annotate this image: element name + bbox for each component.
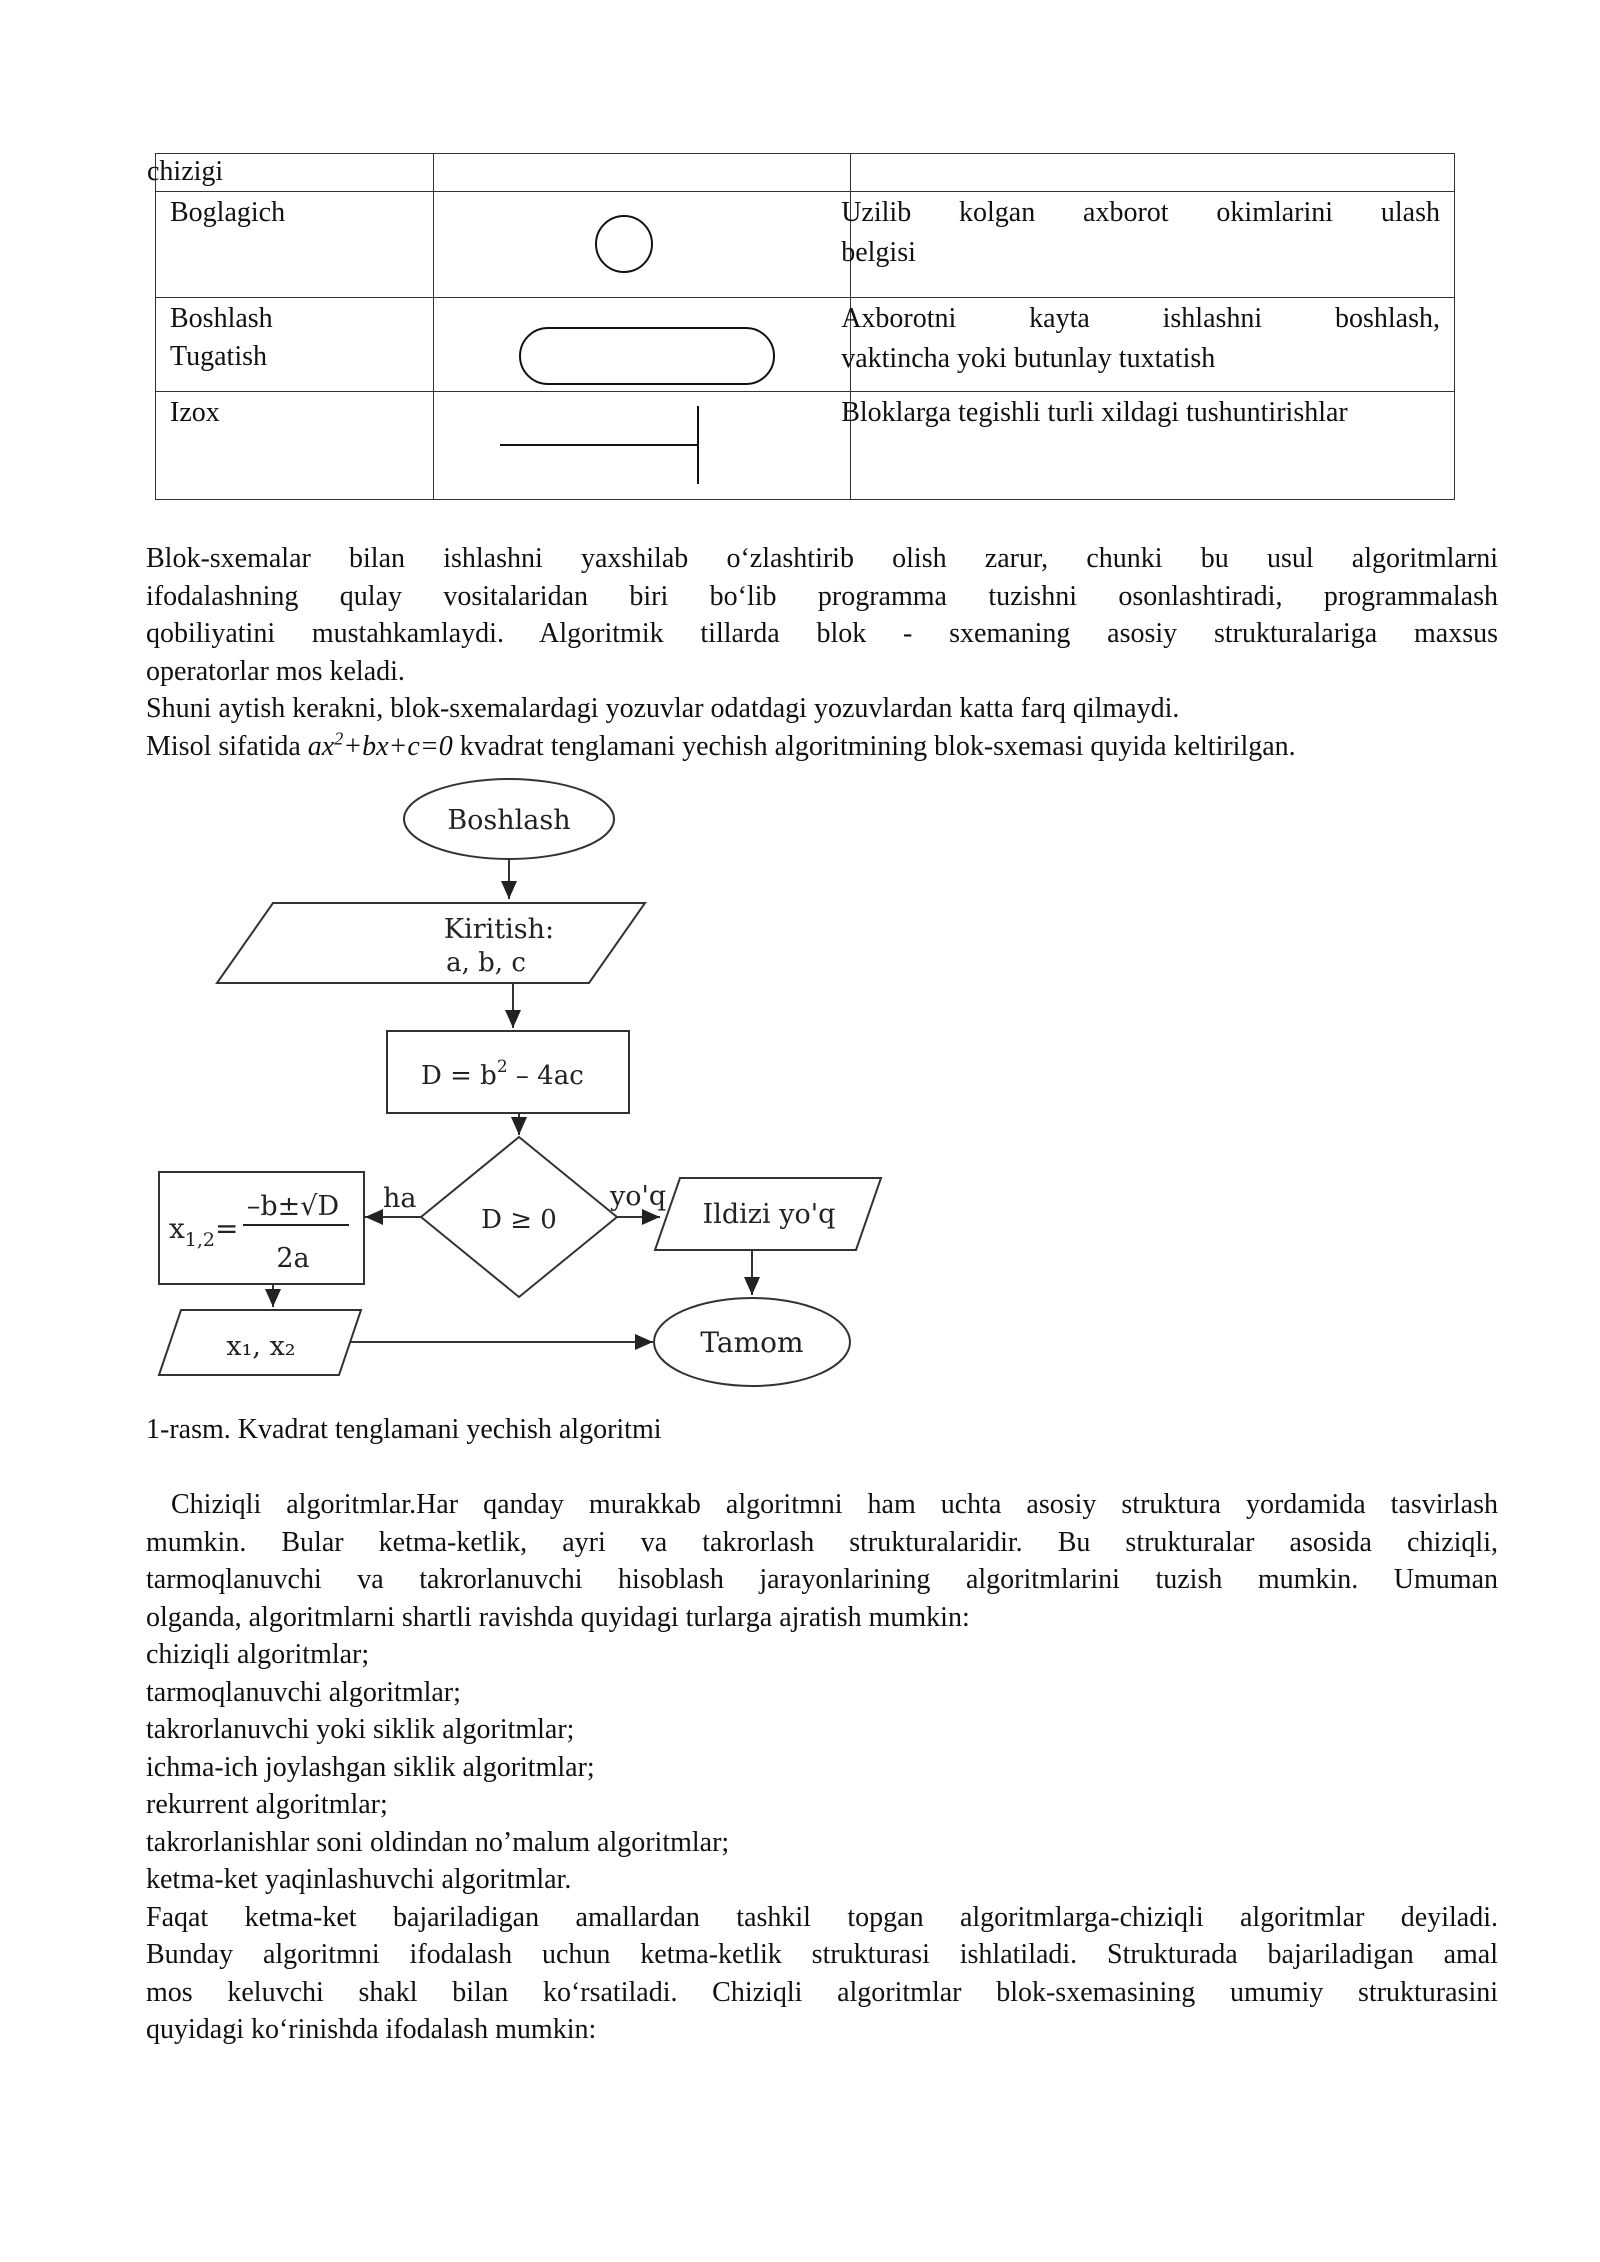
- input-label: Kiritish:: [443, 914, 555, 945]
- list-item: tarmoqlanuvchi algoritmlar;: [146, 1676, 461, 1708]
- quadratic-equation-flowchart: [155, 775, 895, 1395]
- formula-numerator: –b±√D: [246, 1191, 340, 1222]
- table-row: [156, 154, 1455, 192]
- list-item: chiziqli algoritmlar;: [146, 1639, 370, 1670]
- list-item: rekurrent algoritmlar;: [146, 1789, 388, 1820]
- no-roots-label: Ildizi yo'q: [702, 1199, 836, 1230]
- end-terminator: [654, 1298, 850, 1386]
- flowchart-symbols-table: [147, 153, 1455, 500]
- figure-caption: 1-rasm. Kvadrat tenglamani yechish algoritmi: [146, 1414, 662, 1445]
- condition-label: D ≥ 0: [481, 1205, 557, 1235]
- annotation-icon: [434, 392, 848, 498]
- list-item: takrorlanuvchi yoki siklik algoritmlar;: [146, 1714, 575, 1745]
- svg-text:x1,2=: $x_{1,2}=$: [169, 1212, 239, 1251]
- no-label: yo'q: [610, 1181, 667, 1212]
- symbol-description: Bloklarga tegishli turli xildagi tushuntirishlar: [841, 397, 1348, 428]
- input-block: [217, 903, 645, 983]
- input-variables: a, b, c: [446, 948, 526, 978]
- list-item: takrorlanishlar soni oldindan no’malum algoritmlar;: [146, 1826, 730, 1858]
- paragraph-example: Misol sifatida $ax^2+bx+c=0$ kvadrat tenglamani yechish algoritmining blok-sxemasi quyida keltirilgan.: [146, 728, 1296, 762]
- no-roots-output: [655, 1178, 881, 1250]
- symbol-name: Boshlash: [170, 303, 273, 334]
- symbol-description: Uzilib kolgan axborot okimlarini ulash: [841, 197, 1440, 228]
- table-row: Boshlash Tugatish Axborotni kayta ishlashni boshlash, vaktincha yoki butunlay tuxtatish: [156, 298, 1455, 392]
- paragraph-note: Shuni aytish kerakni, blok-sxemalardagi yozuvlar odatdagi yozuvlardan katta farq qilmaydi.: [146, 693, 1180, 724]
- list-item: ichma-ich joylashgan siklik algoritmlar;: [146, 1751, 595, 1783]
- table-fragment-text: chizigi: [147, 156, 224, 187]
- svg-text:D = b2 – 4ac: $D = b^2 - 4ac$: [421, 1057, 584, 1091]
- symbol-name: Izox: [170, 397, 220, 428]
- symbol-description: Axborotni kayta ishlashni boshlash,: [841, 303, 1440, 334]
- equation: $ax^2+bx+c=0$: [307, 728, 453, 762]
- paragraph-block-sxema: Blok-sxemalar bilan ishlashni yaxshilab o‘zlashtirib olish zarur, chunki bu usul algoritmlarni ifodalashning qulay vositalaridan biri bo‘lib programma tuzishni osonlashtiradi, programmalash qobiliyatini mustahkamlaydi. Algoritmik tillarda blok - sxemaning asosiy strukturalariga maxsus operatorlar mos keladi. Shuni aytish kerakni, blok-sxemalardagi yozuvlar odatdagi yozuvlardan katta farq qilmaydi. Misol sifatida $ax^2+bx+c=0$ kvadrat tenglamani yechish algoritmining blok-sxemasi quyida keltirilgan.: [146, 540, 1498, 765]
- roots-output-label: x₁, x₂: [226, 1331, 296, 1362]
- formula-variable: x: [169, 1212, 185, 1245]
- roots-formula-process: [159, 1172, 364, 1284]
- circle-icon: [434, 192, 848, 296]
- terminator-icon: [434, 298, 848, 390]
- paragraph-linear-algorithms: Chiziqli algoritmlar.Har qanday murakkab algoritmni ham uchta asosiy struktura yordamida tasvirlash mumkin. Bular ketma-ketlik, ayri va takrorlash strukturalaridir. Bu strukturalar asosida chiziqli, tarmoqlanuvchi va takrorlanuvchi hisoblash jarayonlarining algoritmlarini tuzish mumkin. Umuman olganda, algoritmlarni shartli ravishda quyidagi turlarga ajratish mumkin: chiziqli algoritmlar; tarmoqlanuvchi algoritmlar; takrorlanuvchi yoki siklik algoritmlar; ichma-ich joylashgan siklik algoritmlar; rekurrent algoritmlar; takrorlanishlar soni oldindan no’malum algoritmlar; ketma-ket yaqinlashuvchi algoritmlar. Faqat ketma-ket bajariladigan amallardan tashkil topgan algoritmlarga-chiziqli algoritmlar deyiladi. Bunday algoritmni ifodalash uchun ketma-ketlik strukturasi ishlatiladi. Strukturada bajariladigan amal mos keluvchi shakl bilan ko‘rsatiladi. Chiziqli algoritmlar blok-sxemasining umumiy strukturasini quyidagi ko‘rinishda ifodalash mumkin:: [146, 1489, 1498, 2045]
- start-label: Boshlash: [447, 805, 571, 836]
- paragraph-definition: Faqat ketma-ket bajariladigan amallardan tashkil topgan algoritmlarga-chiziqli algoritmlar deyiladi.: [146, 1901, 1498, 1933]
- end-label: Tamom: [700, 1326, 804, 1359]
- formula-denominator: 2a: [276, 1243, 310, 1274]
- symbol-name: Boglagich: [170, 197, 286, 228]
- roots-output: [159, 1310, 361, 1375]
- yes-label: ha: [383, 1183, 417, 1214]
- table-row: Boglagich Uzilib kolgan axborot okimlarini ulash belgisi: [156, 192, 1455, 298]
- discriminant-process: [387, 1031, 629, 1113]
- condition-decision: [421, 1137, 617, 1297]
- discriminant-text: D = b: [421, 1061, 497, 1091]
- table-row: [156, 392, 1455, 500]
- symbol-name-secondary: Tugatish: [170, 341, 268, 372]
- start-terminator: [404, 779, 614, 859]
- list-item: ketma-ket yaqinlashuvchi algoritmlar.: [146, 1864, 572, 1895]
